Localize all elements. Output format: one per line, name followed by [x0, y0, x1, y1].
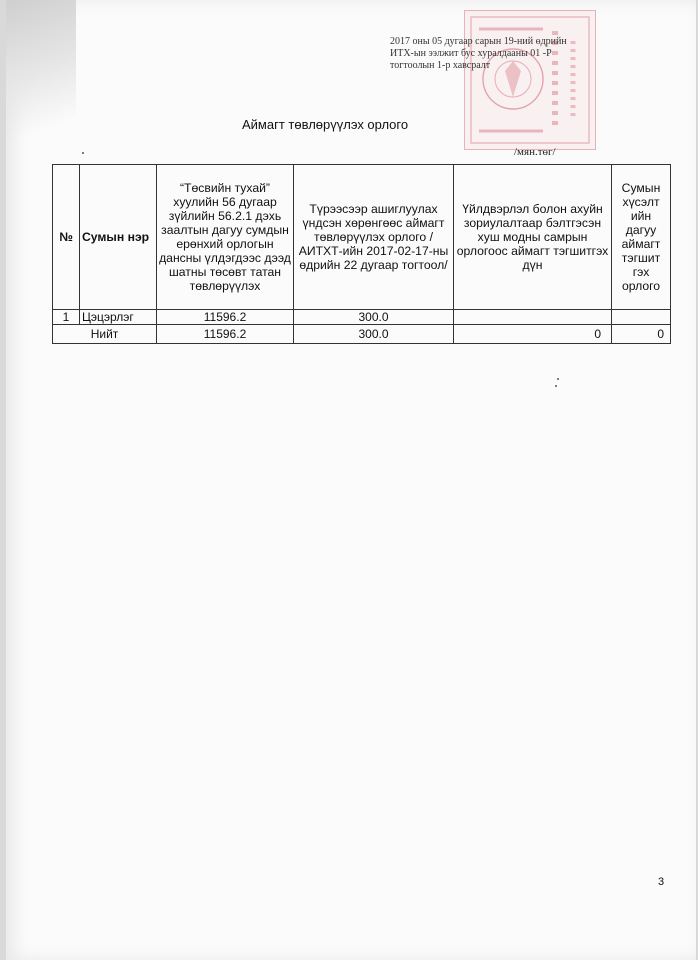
page-shadow: [6, 0, 76, 180]
scan-speck: [557, 378, 559, 380]
unit-label: /мян.төг/: [514, 146, 556, 158]
total-pine-nut-value: 0: [454, 325, 612, 344]
revenue-table: [52, 164, 671, 344]
row-number: 1: [53, 310, 80, 325]
annex-note-line1: 2017 оны 05 дугаар сарын 19-ний өдрийн: [390, 36, 567, 47]
total-label: Нийт: [53, 325, 157, 344]
annex-note-line3: тогтоолын 1-р хавсралт: [390, 60, 491, 71]
header-budget-law-column: “Төсвийн тухай” хуулийн 56 дугаар зүйлийн 56.2.1 дэхь заалтын дагуу сумдын ерөнхий орлогын дансны үлдэгдээс дээд шатны төсөвт татан төвлөрүүлэх: [157, 165, 294, 310]
document-page: [6, 0, 696, 960]
table-header-row: [53, 165, 671, 310]
total-budget-law-value: 11596.2: [157, 325, 294, 344]
row-soum-request-value: [612, 310, 671, 325]
row-soum-name: Цэцэрлэг: [80, 310, 157, 325]
table-row: [53, 310, 671, 325]
page-number: 3: [658, 876, 665, 888]
row-budget-law-value: 11596.2: [157, 310, 294, 325]
header-pine-nut-column: Үйлдвэрлэл болон ахуйн зориулалтаар бэлтгэсэн хуш модны самрын орлогоос аймагт тэгшитгэх дүн: [454, 165, 612, 310]
row-rental-assets-value: 300.0: [294, 310, 454, 325]
scan-speck: [555, 385, 557, 387]
scan-speck: [82, 152, 84, 154]
annex-note-line2: ИТХ-ын ээлжит бус хуралдааны 01 -Р: [390, 48, 552, 59]
document-title: Аймагт төвлөрүүлэх орлого: [242, 117, 409, 132]
table-total-row: [53, 325, 671, 344]
official-stamp: [464, 10, 596, 150]
total-rental-assets-value: 300.0: [294, 325, 454, 344]
total-soum-request-value: 0: [612, 325, 671, 344]
header-soum-name: Сумын нэр: [80, 165, 157, 310]
header-soum-request-column: Сумын хүсэлт ийн дагуу аймагт тэгшит гэх орлого: [612, 165, 671, 310]
annex-note: [390, 36, 620, 72]
header-rental-assets-column: Түрээсээр ашиглуулах үндсэн хөрөнгөөс аймагт төвлөрүүлэх орлого /АИТХТ-ийн 2017-02-17-ны өдрийн 22 дугаар тогтоол/: [294, 165, 454, 310]
row-pine-nut-value: [454, 310, 612, 325]
header-number: №: [53, 165, 80, 310]
